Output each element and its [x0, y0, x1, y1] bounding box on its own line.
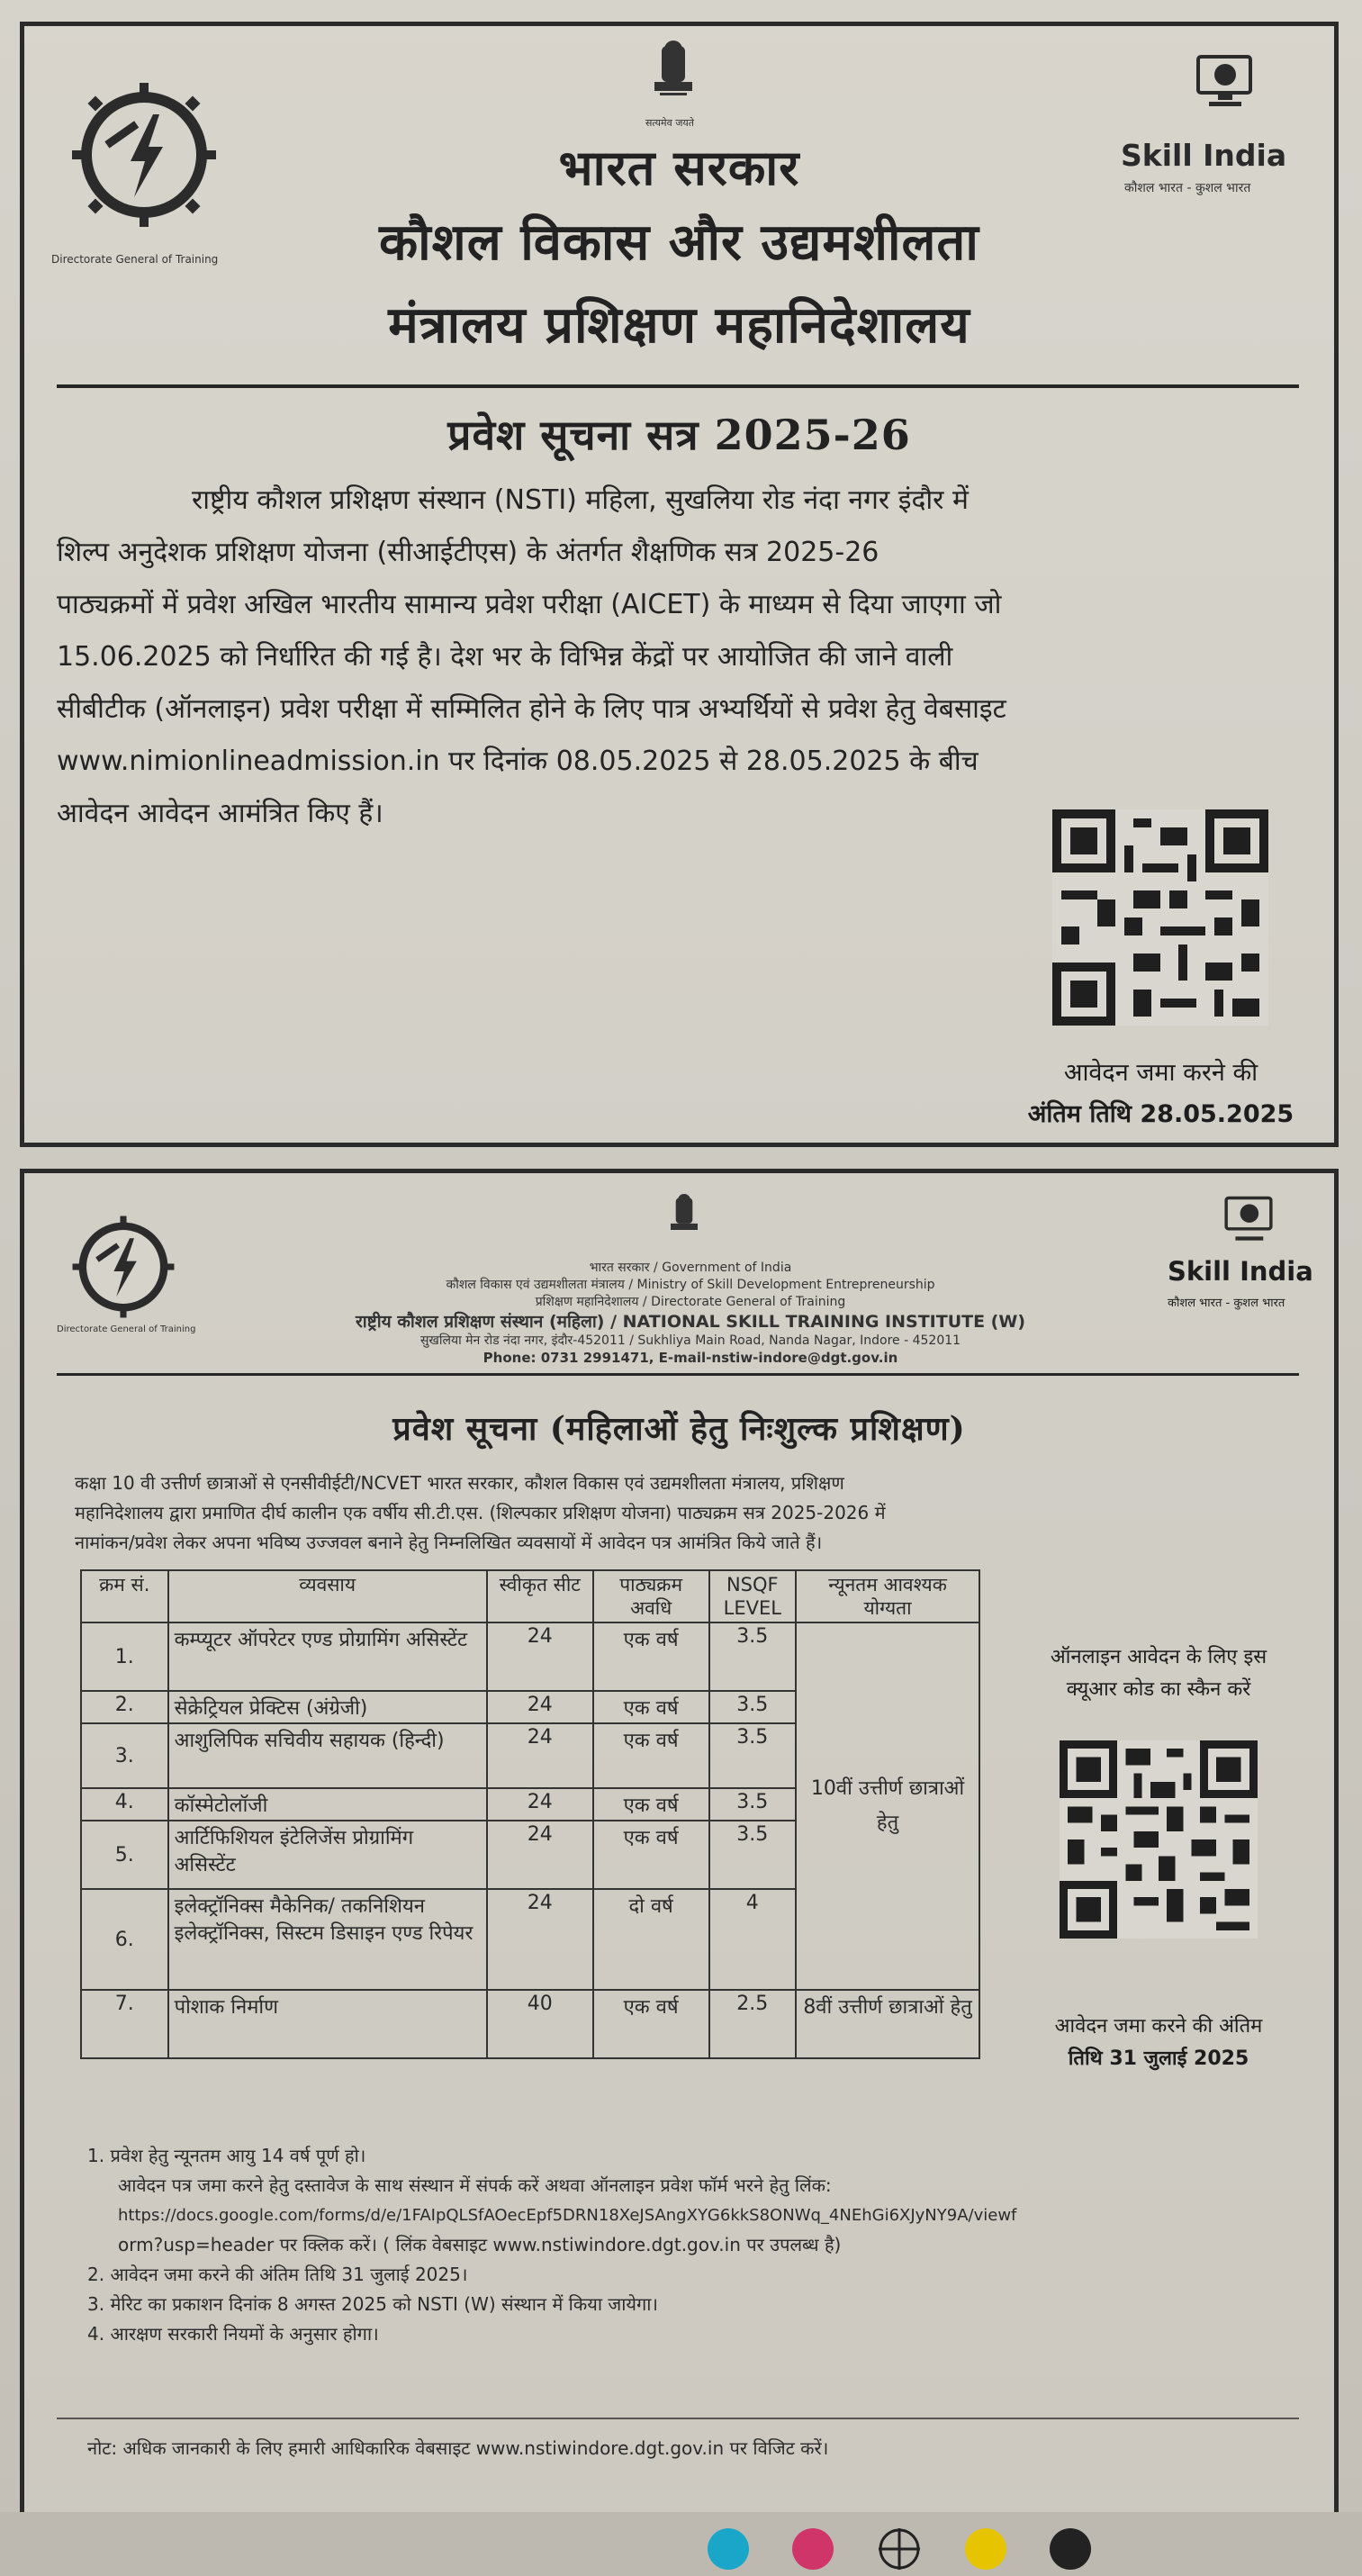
note-item: 4. आरक्षण सरकारी नियमों के अनुसार होगा।	[87, 2323, 379, 2345]
qr-code-icon[interactable]	[1052, 809, 1268, 1026]
cell-seats: 40	[487, 1990, 593, 2058]
cell-seats: 24	[487, 1723, 593, 1788]
cell-duration: एक वर्ष	[593, 1821, 709, 1889]
header-line: प्रशिक्षण महानिदेशालय / Directorate General of Training	[535, 1295, 846, 1309]
cell-nsqf: 3.5	[709, 1691, 797, 1723]
skill-india-tagline: कौशल भारत - कुशल भारत	[1168, 1297, 1285, 1310]
paragraph-line: www.nimionlineadmission.in पर दिनांक 08.05.2025 से 28.05.2025 के बीच	[57, 746, 979, 777]
divider	[57, 1373, 1299, 1376]
notes-list	[87, 2141, 1312, 2349]
col-header: स्वीकृत सीट	[487, 1570, 593, 1622]
paragraph-line: पाठ्यक्रमों में प्रवेश अखिल भारतीय सामान्य प्रवेश परीक्षा (AICET) के माध्यम से दिया जाएगा जो	[57, 589, 1002, 620]
header-line: राष्ट्रीय कौशल प्रशिक्षण संस्थान (महिला) / NATIONAL SKILL TRAINING INSTITUTE (W)	[355, 1312, 1026, 1332]
notice-heading: प्रवेश सूचना सत्र 2025-26	[447, 411, 911, 459]
cell-sn: 6.	[81, 1889, 168, 1990]
cell-seats: 24	[487, 1622, 593, 1691]
skill-india-tagline: कौशल भारत - कुशल भारत	[1124, 181, 1251, 195]
title-line-2: कौशल विकास और उद्यमशीलता	[379, 212, 979, 272]
registration-cyan-dot	[708, 2528, 749, 2570]
registration-black-dot	[1050, 2528, 1091, 2570]
cell-trade: पोशाक निर्माण	[168, 1990, 487, 2058]
cell-nsqf: 2.5	[709, 1990, 797, 2058]
table-row	[81, 1990, 979, 2058]
qr-deadline-line: आवेदन जमा करने की अंतिम	[1054, 2015, 1263, 2038]
cell-seats: 24	[487, 1788, 593, 1821]
cell-duration: एक वर्ष	[593, 1723, 709, 1788]
deadline-caption-line: अंतिम तिथि 28.05.2025	[1027, 1100, 1294, 1128]
col-header: न्यूनतम आवश्यक योग्यता	[796, 1570, 979, 1622]
registration-yellow-dot	[965, 2528, 1006, 2570]
cell-nsqf: 3.5	[709, 1622, 797, 1691]
form-link[interactable]: https://docs.google.com/forms/d/e/1FAIpQLSfAOecEpf5DRN18XeJSAngXYG6kkS8ONWq_4NEhGi6XJyNY9A/viewf	[118, 2206, 1017, 2225]
col-header: क्रम सं.	[81, 1570, 168, 1622]
cell-nsqf: 3.5	[709, 1723, 797, 1788]
paragraph-line: सीबीटीक (ऑनलाइन) प्रवेश परीक्षा में सम्मिलित होने के लिए पात्र अभ्यर्थियों से प्रवेश हेतु वेबसाइट	[57, 693, 1006, 725]
admission-notice-cits	[20, 22, 1339, 1147]
qr-scan-caption	[997, 1641, 1321, 1706]
dgt-caption: Directorate General of Training	[57, 1324, 196, 1334]
institute-header	[240, 1260, 1141, 1367]
title-line-3: मंत्रालय प्रशिक्षण महानिदेशालय	[388, 295, 970, 355]
cell-trade: आशुलिपिक सचिवीय सहायक (हिन्दी)	[168, 1723, 487, 1788]
deadline-caption-line: आवेदन जमा करने की	[1063, 1059, 1258, 1087]
title-line-1: भारत सरकार	[558, 139, 800, 196]
header-line: भारत सरकार / Government of India	[589, 1261, 792, 1275]
intro-paragraph	[75, 1469, 1299, 1558]
cell-trade: सेक्रेट्रियल प्रेक्टिस (अंग्रेजी)	[168, 1691, 487, 1723]
cell-trade: आर्टिफिशियल इंटेलिजेंस प्रोग्रामिंग असिस्टेंट	[168, 1821, 487, 1889]
intro-line: नामांकन/प्रवेश लेकर अपना भविष्य उज्जवल बनाने हेतु निम्नलिखित व्यवसायों में आवेदन पत्र आमंत्रित किये जाते हैं।	[75, 1532, 823, 1553]
note-item: 3. मेरिट का प्रकाशन दिनांक 8 अगस्त 2025 को NSTI (W) संस्थान में किया जायेगा।	[87, 2293, 659, 2315]
intro-line: कक्षा 10 वी उत्तीर्ण छात्राओं से एनसीवीईटी/NCVET भारत सरकार, कौशल विकास एवं उद्यमशीलता मंत्रालय, प्रशिक्षण	[75, 1472, 844, 1494]
print-registration-strip	[0, 2512, 1362, 2576]
paragraph-line: शिल्प अनुदेशक प्रशिक्षण योजना (सीआईटीएस) के अंतर्गत शैक्षणिक सत्र 2025-26	[57, 537, 879, 568]
table-header-row	[81, 1570, 979, 1622]
note-item: आवेदन पत्र जमा करने हेतु दस्तावेज के साथ संस्थान में संपर्क करें अथवा ऑनलाइन प्रवेश फॉर्म भरने हेतु लिंक:	[118, 2174, 832, 2196]
footer-note: नोट: अधिक जानकारी के लिए हमारी आधिकारिक वेबसाइट www.nstiwindore.dgt.gov.in पर विजिट करें।	[87, 2437, 829, 2459]
cell-trade: कॉस्मेटोलॉजी	[168, 1788, 487, 1821]
dgt-gear-logo-icon	[69, 1213, 177, 1324]
qr-code-icon[interactable]	[1060, 1740, 1258, 1939]
divider	[57, 384, 1299, 388]
cell-trade: कम्प्यूटर ऑपरेटर एण्ड प्रोग्रामिंग असिस्टेंट	[168, 1622, 487, 1691]
divider	[57, 2418, 1299, 2419]
cell-duration: एक वर्ष	[593, 1691, 709, 1723]
admission-notice-women	[20, 1169, 1339, 2519]
cell-duration: एक वर्ष	[593, 1622, 709, 1691]
cell-sn: 5.	[81, 1821, 168, 1889]
cell-seats: 24	[487, 1821, 593, 1889]
cell-sn: 1.	[81, 1622, 168, 1691]
col-header: व्यवसाय	[168, 1570, 487, 1622]
cell-nsqf: 4	[709, 1889, 797, 1990]
national-emblem-icon	[662, 1191, 707, 1254]
cell-nsqf: 3.5	[709, 1821, 797, 1889]
national-emblem-icon	[642, 37, 705, 123]
skill-india-wordmark: Skill India	[1168, 1256, 1313, 1287]
registration-target-icon	[877, 2526, 922, 2575]
notice-paragraph	[57, 475, 1308, 840]
paragraph-line: 15.06.2025 को निर्धारित की गई है। देश भर के विभिन्न केंद्रों पर आयोजित की जाने वाली	[57, 641, 953, 673]
table-row	[81, 1622, 979, 1691]
cell-duration: दो वर्ष	[593, 1889, 709, 1990]
cell-sn: 7.	[81, 1990, 168, 2058]
paragraph-line: आवेदन आवेदन आमंत्रित किए हैं।	[57, 798, 383, 829]
paragraph-line: राष्ट्रीय कौशल प्रशिक्षण संस्थान (NSTI) महिला, सुखलिया रोड नंदा नगर इंदौर में	[192, 484, 969, 516]
cell-trade: इलेक्ट्रॉनिक्स मैकेनिक/ तकनिशियन इलेक्ट्रॉनिक्स, सिस्टम डिसाइन एण्ड रिपेयर	[168, 1889, 487, 1990]
cell-seats: 24	[487, 1691, 593, 1723]
cell-seats: 24	[487, 1889, 593, 1990]
emblem-caption: सत्यमेव जयते	[645, 117, 695, 129]
note-item: 1. प्रवेश हेतु न्यूनतम आयु 14 वर्ष पूर्ण हो।	[87, 2145, 366, 2166]
skill-india-logo-icon	[1222, 1195, 1276, 1248]
col-header: पाठ्यक्रम अवधि	[593, 1570, 709, 1622]
cell-nsqf: 3.5	[709, 1788, 797, 1821]
cell-sn: 3.	[81, 1723, 168, 1788]
skill-india-logo-icon	[1193, 53, 1256, 114]
deadline-caption	[988, 1053, 1334, 1135]
qr-deadline-line: तिथि 31 जुलाई 2025	[1068, 2047, 1249, 2070]
cell-duration: एक वर्ष	[593, 1788, 709, 1821]
header-line: सुखलिया मेन रोड नंदा नगर, इंदौर-452011 / Sukhliya Main Road, Nanda Nagar, Indore - 452011	[419, 1333, 961, 1348]
col-header: NSQF LEVEL	[709, 1570, 797, 1622]
intro-line: महानिदेशालय द्वारा प्रमाणित दीर्घ कालीन एक वर्षीय सी.टी.एस. (शिल्पकार प्रशिक्षण योजना) पाठ्यक्रम सत्र 2025-2026 में	[75, 1502, 886, 1523]
note-item: orm?usp=header पर क्लिक करें। ( लिंक वेबसाइट www.nstiwindore.dgt.gov.in पर उपलब्ध है)	[118, 2234, 842, 2255]
notice-heading: प्रवेश सूचना (महिलाओं हेतु निःशुल्क प्रशिक्षण)	[392, 1410, 966, 1448]
cell-duration: एक वर्ष	[593, 1990, 709, 2058]
cell-sn: 4.	[81, 1788, 168, 1821]
skill-india-wordmark: Skill India	[1121, 138, 1287, 173]
cell-sn: 2.	[81, 1691, 168, 1723]
cell-qualification: 8वीं उत्तीर्ण छात्राओं हेतु	[796, 1990, 979, 2058]
qr-caption-line: क्यूआर कोड का स्कैन करें	[1066, 1678, 1251, 1701]
note-item: 2. आवेदन जमा करने की अंतिम तिथि 31 जुलाई 2025।	[87, 2264, 468, 2285]
dgt-caption: Directorate General of Training	[51, 253, 219, 266]
qr-caption-line: ऑनलाइन आवेदन के लिए इस	[1050, 1646, 1267, 1668]
qr-deadline-caption	[997, 2011, 1321, 2075]
header-line: Phone: 0731 2991471, E-mail-nstiw-indore@dgt.gov.in	[483, 1350, 898, 1366]
header-line: कौशल विकास एवं उद्यमशीलता मंत्रालय / Ministry of Skill Development Entrepreneurship	[446, 1278, 935, 1292]
cell-qualification: 10वीं उत्तीर्ण छात्राओं हेतु	[796, 1622, 979, 1990]
registration-magenta-dot	[792, 2528, 834, 2570]
courses-table	[80, 1569, 980, 2059]
